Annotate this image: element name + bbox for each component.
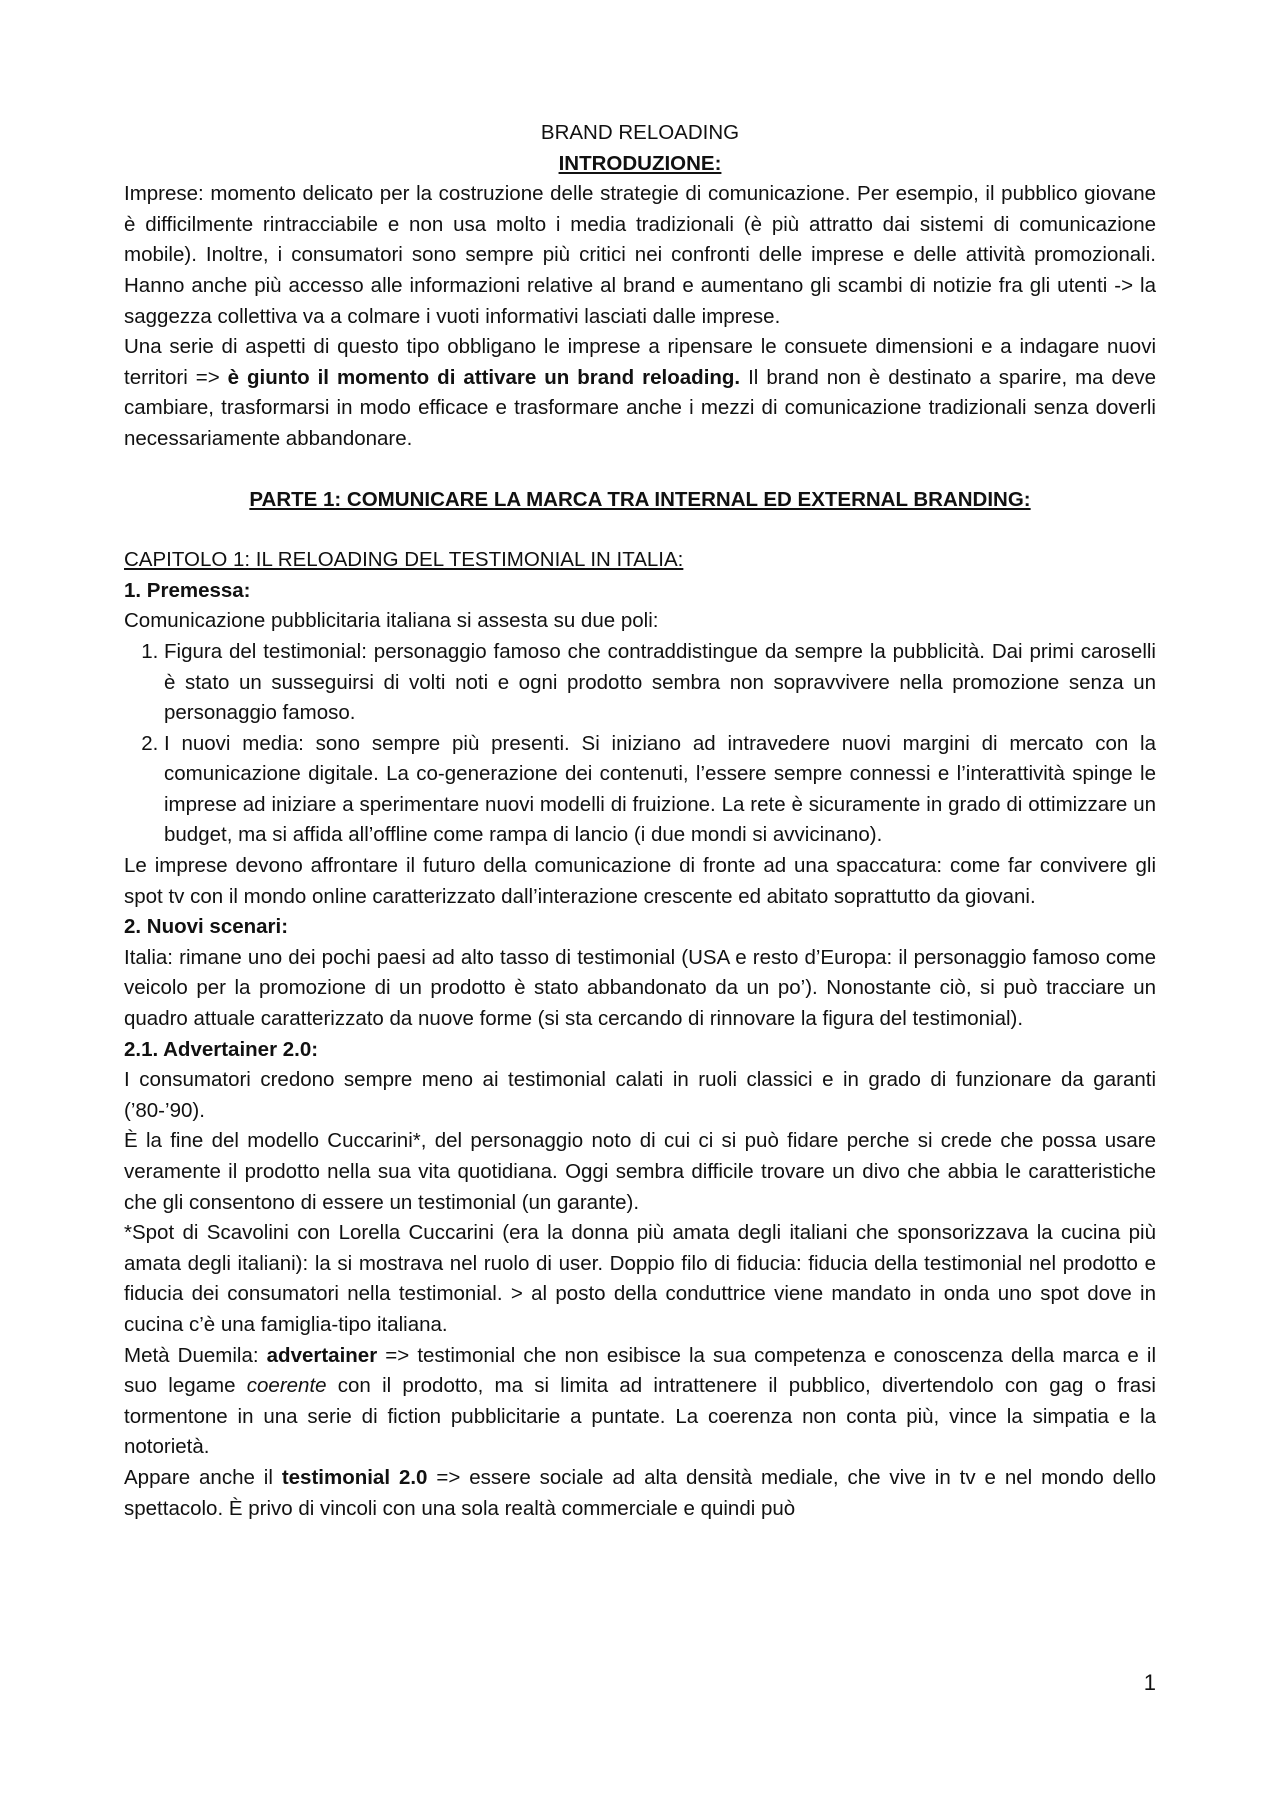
spacer bbox=[124, 515, 1156, 545]
section1-heading: 1. Premessa: bbox=[124, 578, 251, 602]
s21-p4-bold: advertainer bbox=[266, 1343, 378, 1367]
s21-p4-text-c: con il prodotto, ma si limita ad intrattenere il pubblico, divertendolo con gag o frasi tormentone in una serie di fiction pubblicitarie a puntate. La coerenza non conta più, vince la simpatia e la notorietà. bbox=[124, 1374, 1156, 1459]
section2-1-paragraph-5 bbox=[124, 1463, 1156, 1524]
intro-paragraph-2 bbox=[124, 332, 1156, 454]
part1-heading: PARTE 1: COMUNICARE LA MARCA TRA INTERNAL ED EXTERNAL BRANDING: bbox=[249, 487, 1031, 511]
page-number: 1 bbox=[1143, 1670, 1156, 1695]
intro-heading: INTRODUZIONE: bbox=[558, 151, 722, 175]
intro-paragraph-2-text-a: Una serie di aspetti di questo tipo obbligano le imprese a ripensare le consuete dimensioni e a indagare nuovi territori => bbox=[124, 335, 1156, 389]
s21-p4-text-a: Metà Duemila: bbox=[124, 1343, 267, 1367]
section1-outro: Le imprese devono affrontare il futuro della comunicazione di fronte ad una spaccatura: come far convivere gli spot tv con il mondo online caratterizzato dall’interazione crescente ed abitato soprattutto da giovani. bbox=[124, 854, 1156, 908]
intro-paragraph-2-text-b: Il brand non è destinato a sparire, ma deve cambiare, trasformarsi in modo efficace e trasformare anche i mezzi di comunicazione tradizionali senza doverli necessariamente abbandonare. bbox=[124, 365, 1157, 450]
section1-intro: Comunicazione pubblicitaria italiana si assesta su due poli: bbox=[124, 609, 659, 633]
intro-paragraph-1: Imprese: momento delicato per la costruzione delle strategie di comunicazione. Per esempio, il pubblico giovane è difficilmente rintracciabile e non usa molto i media tradizionali (è più attratto dai sistemi di comunicazione mobile). Inoltre, i consumatori sono sempre più critici nei confronti delle imprese e delle attività promozionali. Hanno anche più accesso alle informazioni relative al brand e aumentano gli scambi di notizie fra gli utenti -> la saggezza collettiva va a colmare i vuoti informativi lasciati dalle imprese. bbox=[124, 182, 1156, 328]
section2-1-paragraph-3: *Spot di Scavolini con Lorella Cuccarini (era la donna più amata degli italiani che sponsorizzava la cucina più amata degli italiani): la si mostrava nel ruolo di user. Doppio filo di fiducia: fiducia della testimonial nel prodotto e fiducia dei consumatori nella testimonial. > al posto della conduttrice viene mandato in onda uno spot dove in cucina c’è una famiglia-tipo italiana. bbox=[124, 1221, 1156, 1336]
list-item: 2. I nuovi media: sono sempre più presenti. Si iniziano ad intravedere nuovi margini di mercato con la comunicazione digitale. La co-generazione dei contenuti, l’essere sempre connessi e l’interattività spinge le imprese ad iniziare a sperimentare nuovi modelli di fruizione. La rete è sicuramente in grado di ottimizzare un budget, ma si affida all’offline come rampa di lancio (i due mondi si avvicinano). bbox=[164, 729, 1156, 851]
section2-1-heading: 2.1. Advertainer 2.0: bbox=[124, 1037, 319, 1061]
s21-p4-italic: coerente bbox=[246, 1374, 327, 1398]
s21-p4-text-b: => testimonial che non esibisce la sua competenza e conoscenza della marca e il suo legame bbox=[124, 1343, 1156, 1398]
list-item: 1. Figura del testimonial: personaggio famoso che contraddistingue da sempre la pubblicità. Dai primi caroselli è stato un susseguirsi di volti noti e ogni prodotto sembra non sopravvivere nella promozione senza un personaggio famoso. bbox=[164, 637, 1156, 729]
section2-1-paragraph-2: È la fine del modello Cuccarini*, del personaggio noto di cui ci si può fidare perche si crede che possa usare veramente il prodotto nella sua vita quotidiana. Oggi sembra difficile trovare un divo che abbia le caratteristiche che gli consentono di essere un testimonial (un garante). bbox=[124, 1129, 1156, 1214]
section2-paragraph: Italia: rimane uno dei pochi paesi ad alto tasso di testimonial (USA e resto d’Europa: il personaggio famoso come veicolo per la promozione di un prodotto è stato abbandonato da un po’). Nonostante ciò, si può tracciare un quadro attuale caratterizzato da nuove forme (si sta cercando di rinnovare la figura del testimonial). bbox=[124, 945, 1156, 1031]
s21-p5-text-a: Appare anche il bbox=[124, 1465, 282, 1489]
section2-1-paragraph-4 bbox=[124, 1341, 1156, 1463]
document-title: BRAND RELOADING bbox=[540, 121, 740, 144]
section1-list bbox=[124, 637, 1156, 851]
s21-p5-bold: testimonial 2.0 bbox=[281, 1465, 428, 1489]
document-body bbox=[124, 118, 1156, 1524]
s21-p5-text-b: => essere sociale ad alta densità mediale, che vive in tv e nel mondo dello spettacolo. È privo di vincoli con una sola realtà commerciale e quindi può bbox=[124, 1465, 1156, 1520]
spacer bbox=[124, 455, 1156, 485]
chapter1-heading: CAPITOLO 1: IL RELOADING DEL TESTIMONIAL IN ITALIA: bbox=[124, 548, 684, 572]
section2-1-paragraph-1: I consumatori credono sempre meno ai testimonial calati in ruoli classici e in grado di funzionare da garanti (’80-’90). bbox=[124, 1068, 1156, 1122]
intro-paragraph-2-bold: è giunto il momento di attivare un brand reloading. bbox=[227, 365, 741, 389]
section2-heading: 2. Nuovi scenari: bbox=[124, 915, 289, 939]
